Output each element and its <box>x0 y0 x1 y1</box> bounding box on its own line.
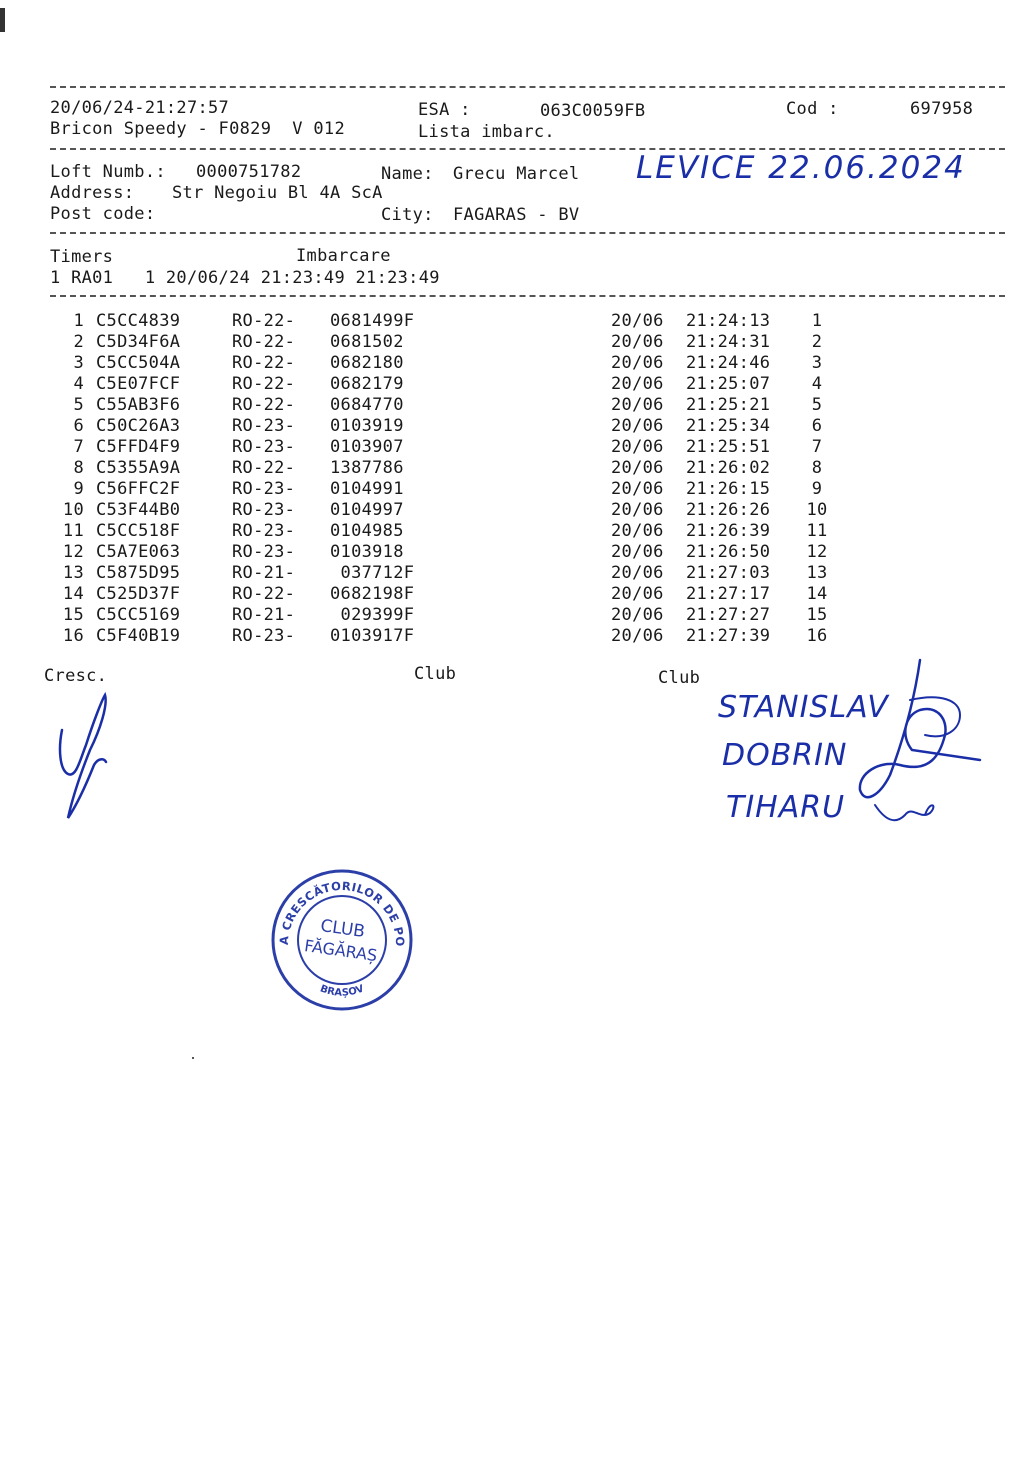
table-row <box>0 479 1024 500</box>
ring-number: 0684770 <box>330 395 404 415</box>
arrival-date: 20/06 <box>611 563 664 583</box>
table-row <box>0 584 1024 605</box>
position: 14 <box>806 584 828 604</box>
timers-label: Timers <box>50 247 114 267</box>
imbarcare-label: Imbarcare <box>296 246 391 266</box>
row-index: 5 <box>73 395 84 415</box>
row-index: 9 <box>73 479 84 499</box>
arrival-date: 20/06 <box>611 353 664 373</box>
ring-prefix: RO-23- <box>232 437 296 457</box>
address-value: Str Negoiu Bl 4A ScA <box>172 183 383 203</box>
chip-code: C50C26A3 <box>96 416 181 436</box>
ring-prefix: RO-23- <box>232 416 296 436</box>
address-label: Address: <box>50 183 135 203</box>
chip-code: C5875D95 <box>96 563 181 583</box>
chip-code: C5355A9A <box>96 458 181 478</box>
club-signature-label-2: Club <box>658 668 701 688</box>
divider <box>50 86 1005 88</box>
ring-number: 0104997 <box>330 500 404 520</box>
city-label: City: <box>381 205 434 225</box>
table-row <box>0 521 1024 542</box>
row-index: 12 <box>62 542 84 562</box>
position: 3 <box>811 353 823 373</box>
device-line: Bricon Speedy - F0829 V 012 <box>50 119 345 139</box>
table-row <box>0 605 1024 626</box>
ring-number: 0682180 <box>330 353 404 373</box>
ring-number: 0682198F <box>330 584 415 604</box>
table-row <box>0 626 1024 647</box>
chip-code: C5E07FCF <box>96 374 181 394</box>
position: 15 <box>806 605 828 625</box>
breeder-signature-icon <box>50 690 120 825</box>
arrival-date: 20/06 <box>611 479 664 499</box>
ring-number: 0681499F <box>330 311 415 331</box>
handwritten-race-location-date: LEVICE 22.06.2024 <box>636 150 966 186</box>
arrival-date: 20/06 <box>611 458 664 478</box>
arrival-time: 21:26:02 <box>686 458 771 478</box>
ring-prefix: RO-21- <box>232 563 296 583</box>
cod-label: Cod : <box>786 99 839 119</box>
table-row <box>0 416 1024 437</box>
cod-value: 697958 <box>910 99 974 119</box>
esa-label: ESA : <box>418 100 471 120</box>
position: 16 <box>806 626 828 646</box>
ring-prefix: RO-22- <box>232 311 296 331</box>
ring-prefix: RO-23- <box>232 479 296 499</box>
scan-edge-mark <box>0 8 5 32</box>
row-index: 4 <box>73 374 84 394</box>
arrival-time: 21:24:46 <box>686 353 771 373</box>
position: 4 <box>811 374 823 394</box>
committee-name-1: STANISLAV <box>718 690 889 725</box>
ring-number: 0104991 <box>330 479 404 499</box>
row-index: 11 <box>62 521 84 541</box>
table-row <box>0 332 1024 353</box>
ring-number: 0103918 <box>330 542 404 562</box>
arrival-time: 21:27:17 <box>686 584 771 604</box>
ring-prefix: RO-23- <box>232 500 296 520</box>
divider <box>50 295 1005 297</box>
ring-prefix: RO-22- <box>232 374 296 394</box>
table-row <box>0 437 1024 458</box>
position: 13 <box>806 563 828 583</box>
ring-number: 0103907 <box>330 437 404 457</box>
ring-number: 0103917F <box>330 626 415 646</box>
ring-number: 0682179 <box>330 374 404 394</box>
arrival-date: 20/06 <box>611 584 664 604</box>
arrival-time: 21:26:50 <box>686 542 771 562</box>
arrival-time: 21:27:03 <box>686 563 771 583</box>
arrival-time: 21:25:34 <box>686 416 771 436</box>
arrival-time: 21:25:21 <box>686 395 771 415</box>
position: 9 <box>811 479 823 499</box>
row-index: 2 <box>73 332 84 352</box>
chip-code: C55AB3F6 <box>96 395 181 415</box>
list-title: Lista imbarc. <box>418 122 555 142</box>
chip-code: C5D34F6A <box>96 332 181 352</box>
chip-code: C5F40B19 <box>96 626 181 646</box>
position: 1 <box>811 311 823 331</box>
arrival-date: 20/06 <box>611 332 664 352</box>
post-code-label: Post code: <box>50 204 156 224</box>
arrival-date: 20/06 <box>611 374 664 394</box>
arrival-time: 21:26:26 <box>686 500 771 520</box>
ring-number: 0103919 <box>330 416 404 436</box>
ring-number: 1387786 <box>330 458 404 478</box>
committee-name-2: DOBRIN <box>722 738 848 773</box>
ring-prefix: RO-23- <box>232 626 296 646</box>
arrival-time: 21:27:39 <box>686 626 771 646</box>
position: 7 <box>811 437 823 457</box>
stamp-center-line2: FĂGĂRAȘ <box>303 936 379 966</box>
loft-label: Loft Numb.: <box>50 162 166 182</box>
svg-text:BRAȘOV <box>318 983 365 999</box>
position: 12 <box>806 542 828 562</box>
chip-code: C5CC504A <box>96 353 181 373</box>
chip-code: C53F44B0 <box>96 500 181 520</box>
stamp-ring-text: A CRESCĂTORILOR DE PO <box>276 878 408 948</box>
position: 8 <box>811 458 823 478</box>
row-index: 15 <box>62 605 84 625</box>
arrival-date: 20/06 <box>611 416 664 436</box>
arrival-date: 20/06 <box>611 437 664 457</box>
arrival-time: 21:25:07 <box>686 374 771 394</box>
arrival-date: 20/06 <box>611 542 664 562</box>
ring-prefix: RO-22- <box>232 395 296 415</box>
owner-name: Grecu Marcel <box>453 164 580 184</box>
ring-number: 0104985 <box>330 521 404 541</box>
arrival-time: 21:26:15 <box>686 479 771 499</box>
position: 5 <box>811 395 823 415</box>
arrival-time: 21:24:13 <box>686 311 771 331</box>
ring-number: 0681502 <box>330 332 404 352</box>
arrival-time: 21:25:51 <box>686 437 771 457</box>
esa-value: 063C0059FB <box>540 101 646 121</box>
arrival-date: 20/06 <box>611 500 664 520</box>
breeder-signature-label: Cresc. <box>44 666 108 686</box>
loft-number: 0000751782 <box>196 162 302 182</box>
table-row <box>0 458 1024 479</box>
divider <box>50 232 1005 234</box>
name-label: Name: <box>381 164 434 184</box>
table-row <box>0 353 1024 374</box>
committee-signature-icon <box>820 655 990 845</box>
table-row <box>0 311 1024 332</box>
stamp-center-line1: CLUB <box>319 916 367 943</box>
chip-code: C5CC4839 <box>96 311 181 331</box>
row-index: 3 <box>73 353 84 373</box>
chip-code: C5A7E063 <box>96 542 181 562</box>
ring-number: 029399F <box>330 605 415 625</box>
ring-prefix: RO-23- <box>232 521 296 541</box>
city-value: FAGARAS - BV <box>453 205 580 225</box>
arrival-date: 20/06 <box>611 521 664 541</box>
arrival-date: 20/06 <box>611 605 664 625</box>
stamp-bottom-text: BRAȘOV <box>318 983 366 999</box>
club-signature-label: Club <box>414 664 457 684</box>
table-row <box>0 542 1024 563</box>
ring-prefix: RO-22- <box>232 458 296 478</box>
row-index: 8 <box>73 458 84 478</box>
arrival-date: 20/06 <box>611 311 664 331</box>
row-index: 7 <box>73 437 84 457</box>
chip-code: C56FFC2F <box>96 479 181 499</box>
ring-prefix: RO-21- <box>232 605 296 625</box>
club-stamp <box>270 868 414 1012</box>
stamp-ring-icon <box>270 868 414 1012</box>
arrival-time: 21:27:27 <box>686 605 771 625</box>
row-index: 13 <box>62 563 84 583</box>
ring-prefix: RO-23- <box>232 542 296 562</box>
arrival-time: 21:24:31 <box>686 332 771 352</box>
position: 2 <box>811 332 823 352</box>
position: 11 <box>806 521 828 541</box>
ring-prefix: RO-22- <box>232 332 296 352</box>
timer-line: 1 RA01 1 20/06/24 21:23:49 21:23:49 <box>50 268 440 288</box>
chip-code: C5CC518F <box>96 521 181 541</box>
ring-prefix: RO-22- <box>232 353 296 373</box>
row-index: 6 <box>73 416 84 436</box>
row-index: 14 <box>62 584 84 604</box>
arrival-date: 20/06 <box>611 395 664 415</box>
table-row <box>0 563 1024 584</box>
ring-number: 037712F <box>330 563 415 583</box>
position: 6 <box>811 416 823 436</box>
table-row <box>0 374 1024 395</box>
row-index: 16 <box>62 626 84 646</box>
committee-name-3: TIHARU <box>726 790 846 825</box>
chip-code: C5CC5169 <box>96 605 181 625</box>
arrival-date: 20/06 <box>611 626 664 646</box>
position: 10 <box>806 500 828 520</box>
chip-code: C5FFD4F9 <box>96 437 181 457</box>
ring-prefix: RO-22- <box>232 584 296 604</box>
row-index: 1 <box>73 311 84 331</box>
row-index: 10 <box>62 500 84 520</box>
chip-code: C525D37F <box>96 584 181 604</box>
scan-speck <box>192 1057 194 1059</box>
table-row <box>0 395 1024 416</box>
arrival-time: 21:26:39 <box>686 521 771 541</box>
table-row <box>0 500 1024 521</box>
print-datetime: 20/06/24-21:27:57 <box>50 98 230 118</box>
